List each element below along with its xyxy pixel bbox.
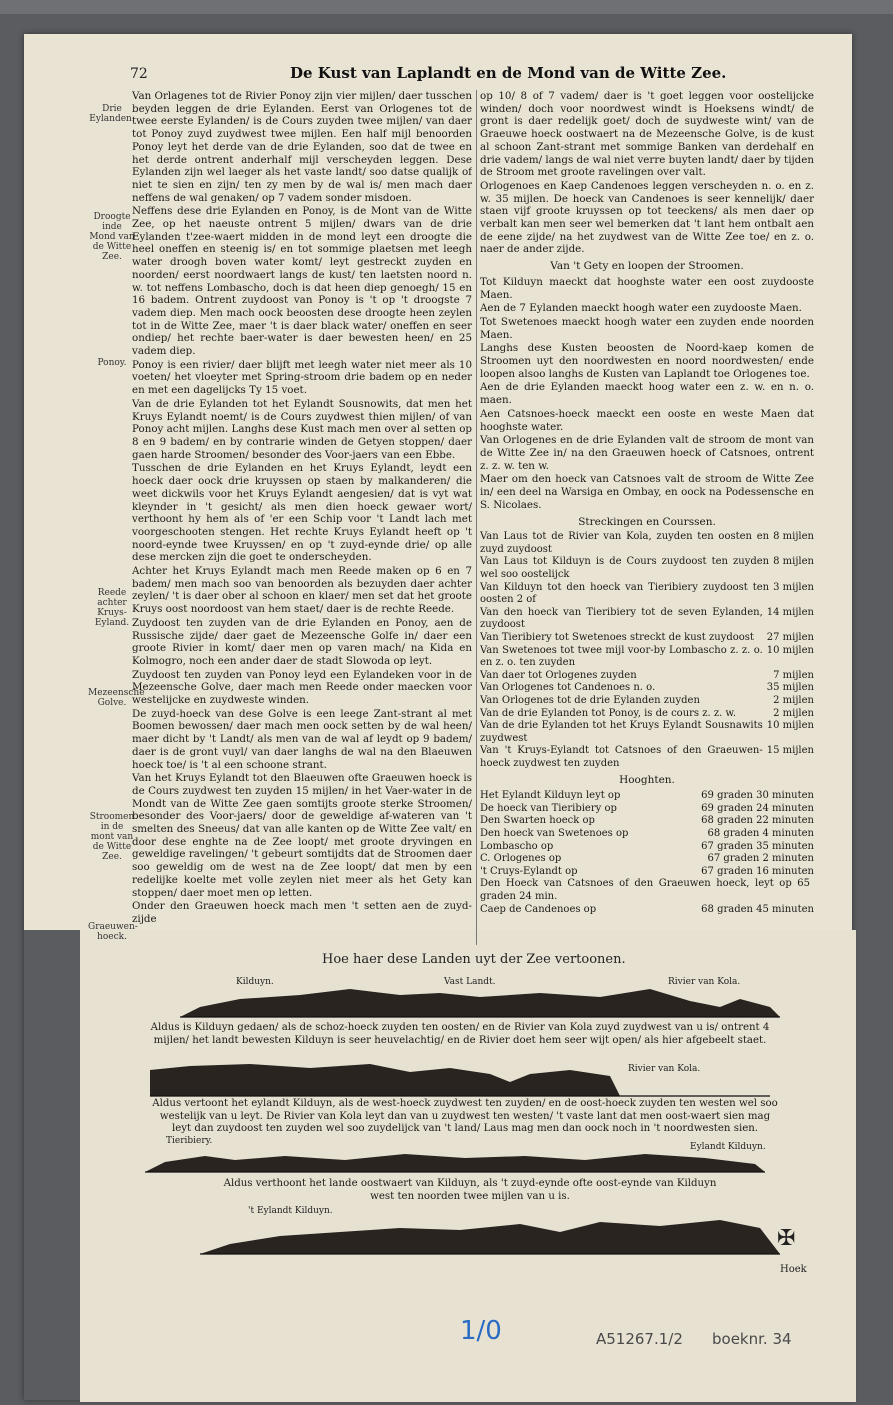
paragraph: Tusschen de drie Eylanden en het Kruys Eylandt, leydt een hoeck daer oock drie kruyssen op staen by malkanderen/ die weet dickwils voor het Kruys Eylandt aengesien/ dat is vyt wat kleynder in 't gesicht/ als men dien hoeck gewaer wort/ verthoont hy hem als of 'er een Schip voor 't Landt lach met voorgeschooten stengen. Het rechte Kruys Eylandt heeft op 't noord-eynde twee Kruyssen/ en op 't zuyd-eynde drie/ op alle dese mercken zijn die goet te onderscheyden. [132,462,472,564]
height-row-value: 68 graden 45 minuten [701,903,814,915]
tide-paragraph: Aen Catsnoes-hoeck maeckt een ooste en weste Maen dat hooghste water. [480,407,814,433]
page-number: 72 [130,66,148,82]
course-row-value: 8 mijlen [773,556,814,568]
height-row-value: 67 graden 16 minuten [701,865,814,877]
course-row-value: 27 mijlen [766,631,814,643]
course-row [480,632,814,645]
course-row-value: 3 mijlen [773,581,814,593]
coast-caption: Aldus is Kilduyn gedaen/ als de schoz-hoeck zuyden ten oosten/ en de Rivier van Kola zuyd zuydwest van u is/ ontrent 4 mijlen/ het landt bewesten Kilduyn is seer heuvelachtig/ en de Rivier doet hem seer wijt open/ als hier afgebeelt staet. [150,1022,770,1046]
margin-note: Droogte inde Mond van de Witte Zee. [89,212,135,262]
coast-caption: Aldus vertoont het eylandt Kilduyn, als de west-hoeck zuydwest ten zuyden/ en de oost-hoeck zuyden ten westen wel soo westelijk van u leyt. De Rivier van Kola leyt dan van u zuydwest ten westen/ 't vaste lant dat men oost-waert sien mag leyt dan zuydoost ten zuyden wel soo zuydelijck van 't land/ Laus mag men dan oock noch in 't noordwesten sien. [152,1098,778,1134]
course-row [480,531,814,556]
courses-table [480,531,814,770]
paragraph: Ponoy is een rivier/ daer blijft met leegh water niet meer als 10 voeten/ het vloeyter met Spring-stroom drie badem op en neder en met een dagelijcks Ty 15 voet. [132,358,472,397]
cut-out-corner [24,930,80,1400]
course-row-value: 35 mijlen [766,682,814,694]
course-row [480,645,814,670]
course-row [480,708,814,721]
course-row-value: 8 mijlen [773,531,814,543]
paragraph: Van Orlagenes tot de Rivier Ponoy zijn vier mijlen/ daer tusschen beyden leggen de drie Eylanden. Eerst van Orlogenes tot de twee eerste Eylanden/ is de Cours zuyden twee mijlen/ van daer tot Ponoy zuyd zuydwest twee mijlen. Een half mijl benoorden Ponoy leyt het derde van de drie Eylanden, soo dat de twee en het derde ontrent anderhalf mijl verscheyden leggen. Dese Eylanden zijn wel laeger als het vaste landt/ soo datse qualijk of niet te sien en zijn/ ten zy men by de wal is/ men mach daer neffens de wal genaken/ op 7 vadem sonder misdoen. [132,90,472,204]
course-row-value: 10 mijlen [766,644,814,656]
background-top [0,0,893,14]
course-row-label: Van daer tot Orlogenes zuyden [480,669,637,681]
course-row-value: 2 mijlen [773,707,814,719]
height-row-value: 67 graden 35 minuten [701,840,814,852]
course-row [480,556,814,581]
tides-title: Van 't Gety en loopen der Stroomen. [550,260,744,273]
margin-note: Stroomen in de mont van de Witte Zee. [89,812,135,862]
height-row-value: 68 graden 22 minuten [701,815,814,827]
coast-label: Hoek [780,1264,807,1275]
height-row-label: De hoeck van Tieribiery op [480,802,617,814]
course-row-value: 7 mijlen [773,669,814,681]
height-row-value: 69 graden 24 minuten [701,802,814,814]
coast-views-title: Hoe haer dese Landen uyt der Zee vertoonen. [322,952,626,967]
margin-note: Graeuwen-hoeck. [88,922,138,942]
height-row [480,878,814,903]
coast-label: Eylandt Kilduyn. [690,1142,766,1152]
paragraph: De zuyd-hoeck van dese Golve is een leege Zant-strant al met Boomen bewossen/ daer mach men oock setten by de wal heen/ maer dicht by 't Landt/ als men van de wal af leydt op 9 badem/ daer is de gront vuyl/ van daer langhs de wal na den Blaeuwen hoeck toe/ is 't al een schoone strant. [132,707,472,771]
coast-profile-3 [145,1150,765,1174]
height-row [480,904,814,917]
tide-paragraph: Maer om den hoeck van Catsnoes valt de stroom de Witte Zee in/ een deel na Warsiga en Ombay, en oock na Podessensche en S. Nicolaes. [480,473,814,511]
tide-paragraph: Aen de 7 Eylanden maeckt hoogh water een zuydooste Maen. [480,302,802,315]
left-column [132,90,472,942]
height-row [480,790,814,803]
height-row-label: Lombascho op [480,840,554,852]
coast-label: Vast Landt. [444,977,496,987]
coast-label: Kilduyn. [236,977,274,987]
course-row [480,745,814,770]
course-row-label: Van de drie Eylanden tot het Kruys Eylandt Sousnawits zuydwest [480,720,763,744]
course-row-label: Van Laus tot de Rivier van Kola, zuyden ten oosten en zuyd zuydoost [480,531,770,555]
course-row [480,607,814,632]
margin-note: Ponoy. [97,358,127,368]
coast-label: 't Eylandt Kilduyn. [248,1206,333,1216]
course-row-value: 10 mijlen [766,720,814,732]
height-row-label: Den Swarten hoeck op [480,815,595,827]
paragraph: Zuydoost ten zuyden van de drie Eylanden en Ponoy, aen de Russische zijde/ daer gaet de Mezeensche Golfe in/ daer een groote Rivier in komt/ daer men op varen mach/ na Kida en Kolmogro, noch een ander daer de stadt Slowoda op leyt. [132,616,472,667]
coast-caption: Aldus verthoont het lande oostwaert van Kilduyn, als 't zuyd-eynde ofte oost-eynde van Kilduyn west ten noorden twee mijlen van u is. [223,1178,717,1202]
coast-profile-2 [150,1062,770,1098]
course-row [480,582,814,607]
height-row-label: Caep de Candenoes op [480,903,597,915]
paragraph: op 10/ 8 of 7 vadem/ daer is 't goet leggen voor oostelijcke winden/ doch voor noordwest windt is Hoeksens windt/ de gront is daer redelijk goet/ doch de suydweste wint/ van de Graeuwe hoeck oostwaert na de Mezeensche Golve, is de kust al schoon Zant-strant met sommige Banken van derdehalf en drie vadem/ langs de wal niet verre buyten landt/ daer by tijden de Stroom met groote ravelingen over valt. [480,90,814,179]
course-row-label: Van Orlogenes tot Candenoes n. o. [480,682,656,694]
paragraph: Orlogenoes en Kaep Candenoes leggen verscheyden n. o. en z. w. 35 mijlen. De hoeck van Candenoes is seer kennelijk/ daer staen vijf groote kruyssen op tot teeckens/ als men daer op verbalt kan men seer wel bemerken dat 't lant hem ontbalt aen de eene zijde/ na het zuydwest van de Witte Zee toe/ en z. o. naer de ander zijde. [480,179,814,256]
height-row [480,828,814,841]
running-head: De Kust van Laplandt en de Mond van de Witte Zee. [290,64,727,82]
tide-paragraph: Van Orlogenes en de drie Eylanden valt de stroom de mont van de Witte Zee in/ na den Graeuwen hoeck of Catsnoes, ontrent z. z. w. ten w. [480,434,814,472]
height-row-value: 69 graden 30 minuten [701,790,814,802]
height-row [480,866,814,879]
height-row [480,853,814,866]
course-row-label: Van Tieribiery tot Swetenoes streckt de kust zuydoost [480,631,754,643]
paragraph: Van de drie Eylanden tot het Eylandt Sousnowits, dat men het Kruys Eylandt noemt/ is de Cours zuydwest thien mijlen/ of van Ponoy acht mijlen. Langhs dese Kust mach men over al setten op 8 en 9 badem/ en by contrarie winden de Getyen stoppen/ daer gaen harde Stroomen/ besonder des Voor-jaers van een Ebbe. [132,397,472,461]
tide-paragraph: Tot Swetenoes maeckt hoogh water een zuyden ende noorden Maen. [480,315,814,341]
height-row-value: 67 graden 2 minuten [707,853,814,865]
course-row-label: Van Swetenoes tot twee mijl voor-by Lombascho z. z. o. en z. o. ten zuyden [480,644,763,669]
course-row [480,695,814,708]
height-row [480,815,814,828]
course-row-label: Van den hoeck van Tieribiery tot de seven Eylanden, zuydoost [480,606,763,631]
course-row-value: 2 mijlen [773,694,814,706]
coast-profile-4 [200,1214,780,1258]
paragraph: Onder den Graeuwen hoeck mach men 't setten aen de zuyd-zijde [132,900,472,925]
height-row-value: 68 graden 4 minuten [707,827,814,839]
paragraph: Van het Kruys Eylandt tot den Blaeuwen ofte Graeuwen hoeck is de Cours zuydwest ten zuyden 15 mijlen/ in het Vaer-water in de Mondt van de Witte Zee gaen somtijts groote sterke Stroomen/ besonder des Voor-jaers/ door de geweldige af-wateren van 't smelten des Sneeus/ dat van alle kanten op de Witte Zee valt/ en door dese enghte na de Zee loopt/ met groote dryvingen en geweldige ravelingen/ 't gebeurt somtijdts dat de Stroomen daer soo geweldig om de west na de Zee loopt/ dat men by een redelijke koelte met volle zeylen niet meer als het Gety kan stoppen/ daer moet men op letten. [132,772,472,899]
course-row [480,720,814,745]
column-divider [476,90,477,945]
height-row [480,841,814,854]
courses-title: Streckingen en Courssen. [578,515,716,528]
course-row-value: 14 mijlen [766,606,814,618]
height-row-label: Het Eylandt Kilduyn leyt op [480,790,621,802]
book-number: boeknr. 34 [712,1330,792,1348]
paragraph: Zuydoost ten zuyden van Ponoy leyd een Eylandeken voor in de Mezeensche Golve, daer mach men Reede onder maecken voor westelijcke en zuydweste winden. [132,668,472,707]
height-row-label: C. Orlogenes op [480,853,562,865]
course-row-label: Van de drie Eylanden tot Ponoy, is de cours z. z. w. [480,707,737,719]
course-row [480,682,814,695]
compass-rose-icon: ✠ [777,1226,796,1251]
catalog-number: A51267.1/2 [596,1330,683,1348]
course-row [480,670,814,683]
course-row-label: Van Kilduyn tot den hoeck van Tieribiery zuydoost ten oosten 2 of [480,581,770,606]
tide-paragraph: Aen de drie Eylanden maeckt hoog water een z. w. en n. o. maen. [480,381,814,407]
coast-profile-1 [180,985,780,1021]
right-column [480,90,814,960]
height-row-label: Den hoeck van Swetenoes op [480,827,629,839]
course-row-label: Van Orlogenes tot de drie Eylanden zuyden [480,694,700,706]
margin-note: Reede achter Kruys-Eyland. [94,588,130,628]
course-row-label: Van 't Kruys-Eylandt tot Catsnoes of den Graeuwen-hoeck zuydwest ten zuyden [480,745,763,769]
coast-label: Tieribiery. [166,1136,213,1146]
tide-paragraph: Langhs dese Kusten beoosten de Noord-kaep komen de Stroomen uyt den noordwesten en noord noordwesten/ ende loopen alsoo langhs de Kusten van Laplandt toe Orlogenes toe. [480,342,814,380]
margin-note: Mezeensche Golve. [88,688,145,708]
height-row [480,803,814,816]
tide-paragraph: Tot Kilduyn maeckt dat hooghste water een oost zuydooste Maen. [480,275,814,301]
paragraph: Neffens dese drie Eylanden en Ponoy, is de Mont van de Witte Zee, op het naeuste ontrent 5 mijlen/ dwars van de drie Eylanden t'zee-waert midden in de mond leyt een droogte die heel oneffen en steenig is/ en tot sommige plaetsen met leegh water droogh boven water komt/ leyt gestreckt zuyden en noorden/ eerst noordwaert langs de kust/ ten laetsten noord n. w. tot neffens Lombascho, doch is dat heen diep genoegh/ 15 en 16 badem. Ontrent zuydoost van Ponoy is 't op 't droogste 7 vadem diep. Men mach oock beoosten dese droogte heen zeylen tot in de Witte Zee, maer 't is daer black water/ oneffen en seer ondiep/ het rechte baer-water is daer bewesten heen/ en 25 vadem diep. [132,205,472,358]
paragraph: Achter het Kruys Eylandt mach men Reede maken op 6 en 7 badem/ men mach soo van benoorden als bezuyden daer achter zeylen/ 't is daer ober al schoon en klaer/ men set dat het groote Kruys oost noordoost van hem staet/ daer is de rechte Reede. [132,565,472,616]
height-row-label: Den Hoeck van Catsnoes of den Graeuwen hoeck, leyt op 65 graden 24 min. [480,878,810,902]
heights-title: Hooghten. [619,774,675,787]
coast-label: Rivier van Kola. [668,977,741,987]
blue-pencil-mark: 1/0 [460,1316,502,1346]
course-row-value: 15 mijlen [766,745,814,757]
heights-table [480,790,814,916]
course-row-label: Van Laus tot Kilduyn is de Cours zuydoost ten zuyden wel soo oostelijck [480,556,770,580]
margin-note: Drie Eylanden. [89,104,135,124]
coast-label: Rivier van Kola. [628,1064,701,1074]
height-row-label: 't Cruys-Eylandt op [480,865,578,877]
